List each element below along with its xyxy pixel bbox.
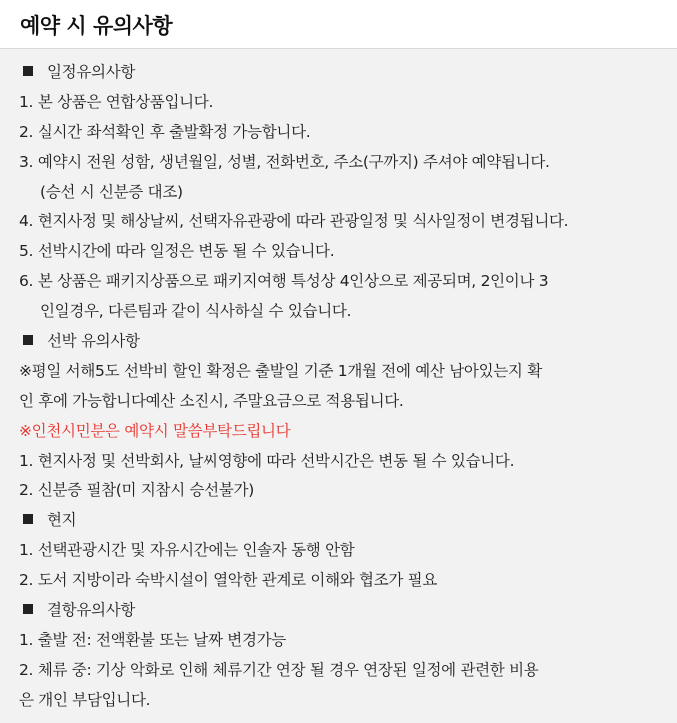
- list-item: 1. 본 상품은 연합상품입니다.: [19, 92, 214, 111]
- ship-discount-note-continuation: 인 후에 가능합니다예산 소진시, 주말요금으로 적용됩니다.: [19, 391, 404, 410]
- list-item: 2. 신분증 필참(미 지참시 승선불가): [19, 481, 254, 500]
- page-title: 예약 시 유의사항: [20, 14, 173, 38]
- section-heading-label: 현지: [47, 511, 77, 530]
- black-square-icon: [23, 335, 33, 345]
- list-item: 4. 현지사정 및 해상날씨, 선택자유관광에 따라 관광일정 및 식사일정이 변경됩니다.: [19, 212, 569, 231]
- incheon-resident-warning: ※인천시민분은 예약시 말씀부탁드립니다: [19, 421, 291, 440]
- section-heading-local: [19, 506, 661, 536]
- list-item: 2. 체류 중: 기상 악화로 인해 체류기간 연장 될 경우 연장된 일정에 관련한 비용: [19, 660, 539, 679]
- list-item: 5. 선박시간에 따라 일정은 변동 될 수 있습니다.: [19, 242, 335, 261]
- black-square-icon: [23, 66, 33, 76]
- list-item-continuation: 은 개인 부담입니다.: [19, 690, 151, 709]
- notice-panel: [0, 48, 677, 723]
- list-item: 2. 실시간 좌석확인 후 출발확정 가능합니다.: [19, 122, 311, 141]
- list-item: 1. 선택관광시간 및 자유시간에는 인솔자 동행 안함: [19, 541, 355, 560]
- section-heading-label: 일정유의사항: [47, 63, 136, 81]
- section-heading-label: 선박 유의사항: [47, 332, 140, 351]
- list-item: 6. 본 상품은 패키지상품으로 패키지여행 특성상 4인상으로 제공되며, 2인이나 3: [19, 272, 549, 291]
- section-heading-cancel: [19, 596, 661, 626]
- black-square-icon: [23, 514, 33, 524]
- ship-discount-note: ※평일 서해5도 선박비 할인 확정은 출발일 기준 1개월 전에 예산 남아있는지 확: [19, 361, 542, 380]
- list-item: 2. 도서 지방이라 숙박시설이 열악한 관계로 이해와 협조가 필요: [19, 571, 438, 590]
- list-item: 3. 예약시 전원 성함, 생년월일, 성별, 전화번호, 주소(구까지) 주셔야 예약됩니다.: [19, 152, 550, 171]
- section-heading-schedule: [19, 58, 661, 88]
- list-item-continuation: 인일경우, 다른팀과 같이 식사하실 수 있습니다.: [40, 302, 352, 321]
- list-item-continuation: (승선 시 신분증 대조): [40, 182, 183, 201]
- section-heading-ship: [19, 327, 661, 357]
- section-heading-label: 결항유의사항: [47, 601, 136, 620]
- list-item: 1. 현지사정 및 선박회사, 날씨영향에 따라 선박시간은 변동 될 수 있습니다.: [19, 451, 515, 470]
- list-item: 1. 출발 전: 전액환불 또는 날짜 변경가능: [19, 630, 286, 649]
- black-square-icon: [23, 604, 33, 614]
